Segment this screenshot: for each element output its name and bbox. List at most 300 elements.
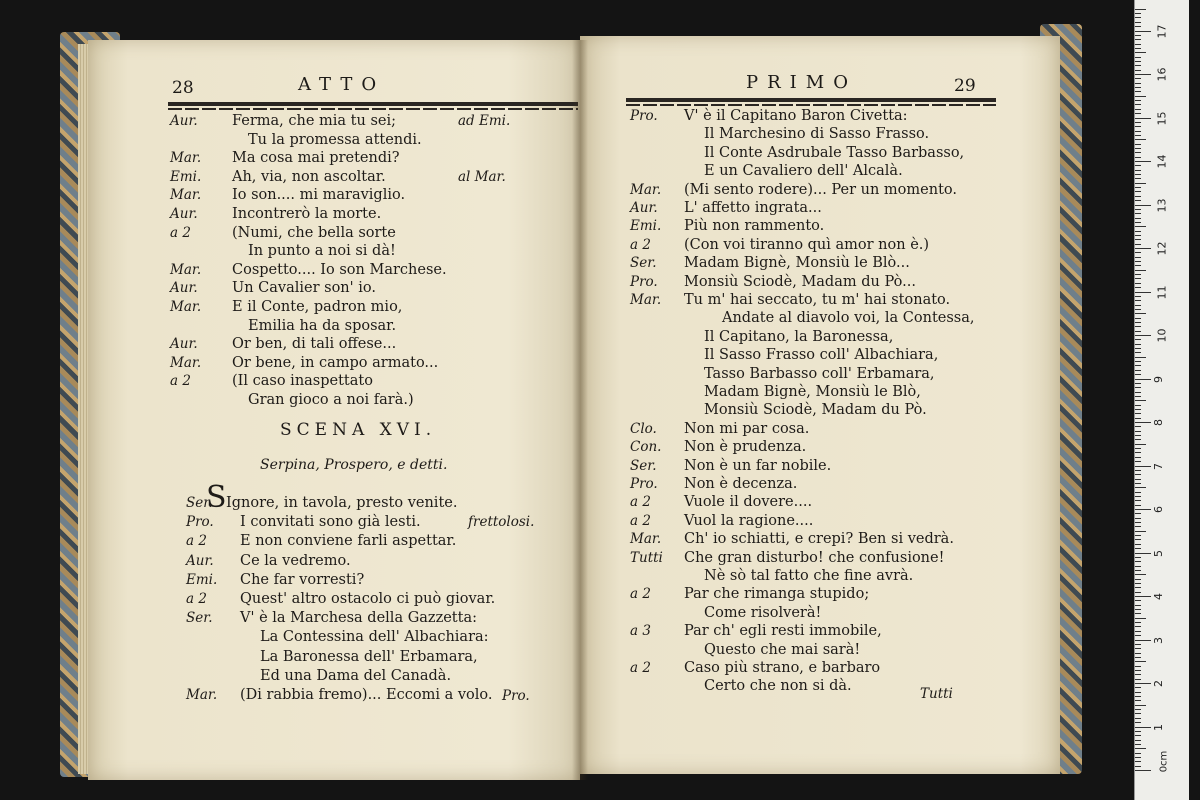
verse-line: E un Cavaliero dell' Alcalà. xyxy=(704,163,903,180)
speaker-label: Tutti xyxy=(630,549,663,566)
ruler-tick xyxy=(1135,544,1141,545)
ruler-tick xyxy=(1135,470,1141,471)
ruler-tick xyxy=(1135,104,1141,105)
ruler-number: 11 xyxy=(1155,285,1169,299)
verse-line: Incontrerò la morte. xyxy=(232,206,382,222)
ruler-tick xyxy=(1135,566,1141,567)
ruler-tick xyxy=(1135,31,1151,32)
ruler-tick xyxy=(1135,278,1141,279)
ruler-unit: 0cm xyxy=(1158,750,1170,773)
ruler-tick xyxy=(1135,479,1141,480)
ruler-tick xyxy=(1135,113,1141,114)
ruler-tick xyxy=(1135,692,1141,693)
speaker-label: Mar. xyxy=(170,150,202,167)
ruler-tick xyxy=(1135,583,1141,584)
verse-line: Nè sò tal fatto che fine avrà. xyxy=(704,568,914,584)
ruler-tick xyxy=(1135,740,1141,741)
verse-line: Il Marchesino di Sasso Frasso. xyxy=(704,126,930,143)
ruler-tick xyxy=(1135,409,1141,410)
verse-line: Io son.... mi maraviglio. xyxy=(232,187,406,204)
ruler-tick xyxy=(1135,244,1141,245)
stage-direction: frettolosi. xyxy=(468,514,535,531)
verse-line: Il Conte Asdrubale Tasso Barbasso, xyxy=(704,144,965,161)
drop-cap: S xyxy=(206,480,227,515)
verse-line: Questo che mai sarà! xyxy=(704,641,861,658)
verse-line: Quest' altro ostacolo ci può giovar. xyxy=(240,591,496,607)
ruler-tick xyxy=(1135,344,1141,345)
ruler-tick xyxy=(1135,152,1141,153)
ruler-tick xyxy=(1135,187,1141,188)
ruler-tick xyxy=(1135,287,1141,288)
verse-line: Il Sasso Frasso coll' Albachiara, xyxy=(704,347,939,364)
scene-characters: Serpina, Prospero, e detti. xyxy=(260,457,448,473)
verse-line: Che gran disturbo! che confusione! xyxy=(684,549,945,566)
ruler-tick xyxy=(1135,400,1146,401)
speaker-label: Mar. xyxy=(630,531,662,548)
ruler-tick xyxy=(1135,531,1146,532)
book-gutter xyxy=(572,40,588,780)
ruler-number: 13 xyxy=(1155,198,1169,212)
ruler-tick xyxy=(1135,553,1151,554)
verse-line: Tu m' hai seccato, tu m' hai stonato. xyxy=(684,292,951,308)
ruler-tick xyxy=(1135,444,1146,445)
ruler-tick xyxy=(1135,496,1141,497)
ruler-tick xyxy=(1135,218,1141,219)
ruler-tick xyxy=(1135,348,1141,349)
verse-line: Come risolverà! xyxy=(704,604,822,621)
ruler-tick xyxy=(1135,396,1141,397)
ruler-tick xyxy=(1135,474,1141,475)
ruler-tick xyxy=(1135,52,1146,53)
ruler-tick xyxy=(1135,426,1141,427)
ruler-tick xyxy=(1135,339,1141,340)
ruler-tick xyxy=(1135,696,1141,697)
ruler-tick xyxy=(1135,535,1141,536)
ruler-tick xyxy=(1135,157,1141,158)
ruler-number: 9 xyxy=(1152,375,1165,383)
verse-line: Ed una Dama del Canadà. xyxy=(260,667,452,684)
speaker-label: Pro. xyxy=(630,476,658,492)
ruler-tick xyxy=(1135,500,1141,501)
verse-line: (Numi, che bella sorte xyxy=(232,224,396,241)
speaker-label: a 2 xyxy=(630,660,651,676)
ruler-tick xyxy=(1135,387,1141,388)
speaker-label: a 2 xyxy=(186,533,207,550)
ruler-tick xyxy=(1135,539,1141,540)
ruler-tick xyxy=(1135,753,1141,754)
ruler-tick xyxy=(1135,548,1141,549)
ruler-number: 4 xyxy=(1152,593,1165,600)
ruler-tick xyxy=(1135,270,1146,271)
speaker-label: Ser. xyxy=(186,610,213,627)
verse-line: Or bene, in campo armato... xyxy=(232,354,439,371)
speaker-label: Pro. xyxy=(630,108,658,124)
ruler-tick xyxy=(1135,83,1141,84)
verse-line: Vuol la ragione.... xyxy=(684,512,814,529)
ruler-tick xyxy=(1135,718,1141,719)
ruler-tick xyxy=(1135,283,1141,284)
ruler-tick xyxy=(1135,687,1141,688)
ruler-tick xyxy=(1135,196,1141,197)
ruler-tick xyxy=(1135,139,1146,140)
measurement-ruler xyxy=(1134,0,1189,800)
catchword: Pro. xyxy=(502,688,530,704)
ruler-tick xyxy=(1135,666,1141,667)
ruler-tick xyxy=(1135,300,1141,301)
ruler-tick xyxy=(1135,326,1141,327)
verse-line: Gran gioco a noi farà.) xyxy=(248,392,414,408)
ruler-tick xyxy=(1135,570,1141,571)
verse-line: Ignore, in tavola, presto venite. xyxy=(226,495,458,511)
right-page xyxy=(580,36,1060,774)
verse-line: I convitati sono già lesti. xyxy=(240,514,421,531)
ruler-tick xyxy=(1135,357,1146,358)
page-number: 28 xyxy=(172,78,194,98)
verse-line: Andate al diavolo voi, la Contessa, xyxy=(722,310,975,327)
ruler-tick xyxy=(1135,631,1141,632)
ruler-number: 3 xyxy=(1152,636,1165,644)
ruler-tick xyxy=(1135,65,1141,66)
ruler-tick xyxy=(1135,522,1141,523)
ruler-tick xyxy=(1135,70,1141,71)
ruler-tick xyxy=(1135,761,1141,762)
running-header: ATTO xyxy=(298,74,386,95)
ruler-tick xyxy=(1135,183,1146,184)
ruler-tick xyxy=(1135,674,1141,675)
ruler-tick xyxy=(1135,657,1141,658)
speaker-label: Ser. xyxy=(186,495,213,511)
verse-line: Ce la vedremo. xyxy=(240,552,351,569)
speaker-label: a 2 xyxy=(630,236,651,253)
ruler-tick xyxy=(1135,126,1141,127)
stage-direction: ad Emi. xyxy=(458,113,511,129)
ruler-tick xyxy=(1135,452,1141,453)
ruler-tick xyxy=(1135,448,1141,449)
verse-line: E non conviene farli aspettar. xyxy=(240,533,457,550)
ruler-tick xyxy=(1135,713,1141,714)
ruler-tick xyxy=(1135,461,1141,462)
ruler-tick xyxy=(1135,609,1141,610)
ruler-tick xyxy=(1135,161,1151,162)
speaker-label: Ser. xyxy=(630,457,657,474)
speaker-label: Aur. xyxy=(170,336,198,353)
ruler-tick xyxy=(1135,257,1141,258)
ruler-tick xyxy=(1135,705,1146,706)
ruler-tick xyxy=(1135,374,1141,375)
ruler-tick xyxy=(1135,109,1141,110)
verse-line: Tu la promessa attendi. xyxy=(248,131,422,148)
catchword: Tutti xyxy=(920,686,953,702)
speaker-label: Aur. xyxy=(186,552,214,569)
ruler-tick xyxy=(1135,439,1141,440)
speaker-label: Con. xyxy=(630,439,662,456)
ruler-tick xyxy=(1135,165,1141,166)
verse-line: (Di rabbia fremo)... Eccomi a volo. xyxy=(240,687,493,703)
verse-line: Par che rimanga stupido; xyxy=(684,586,870,603)
header-rule xyxy=(626,98,996,102)
ruler-tick xyxy=(1135,626,1141,627)
header-rule xyxy=(168,102,578,106)
ruler-tick xyxy=(1135,200,1141,201)
ruler-tick xyxy=(1135,100,1141,101)
speaker-label: a 2 xyxy=(170,224,191,241)
page-number: 29 xyxy=(954,76,976,96)
ruler-tick xyxy=(1135,13,1141,14)
running-header: PRIMO xyxy=(746,72,857,93)
ruler-tick xyxy=(1135,640,1151,641)
ruler-tick xyxy=(1135,613,1141,614)
ruler-tick xyxy=(1135,191,1141,192)
verse-line: Cospetto.... Io son Marchese. xyxy=(232,261,447,278)
ruler-tick xyxy=(1135,526,1141,527)
ruler-tick xyxy=(1135,661,1146,662)
ruler-number: 6 xyxy=(1152,506,1165,513)
verse-line: E il Conte, padron mio, xyxy=(232,299,403,315)
verse-line: In punto a noi si dà! xyxy=(248,243,396,260)
verse-line: Non è prudenza. xyxy=(684,439,807,456)
ruler-tick xyxy=(1135,48,1141,49)
ruler-tick xyxy=(1135,209,1141,210)
ruler-number: 12 xyxy=(1155,241,1169,256)
ruler-tick xyxy=(1135,561,1141,562)
ruler-tick xyxy=(1135,148,1141,149)
ruler-tick xyxy=(1135,457,1141,458)
ruler-tick xyxy=(1135,91,1141,92)
verse-line: Certo che non si dà. xyxy=(704,678,852,695)
verse-line: Ch' io schiatti, e crepi? Ben si vedrà. xyxy=(684,531,954,548)
ruler-tick xyxy=(1135,235,1141,236)
ruler-tick xyxy=(1135,483,1141,484)
ruler-tick xyxy=(1135,305,1141,306)
ruler-tick xyxy=(1135,379,1151,380)
ruler-tick xyxy=(1135,648,1141,649)
ruler-number: 8 xyxy=(1152,419,1165,426)
verse-line: Ferma, che mia tu sei; xyxy=(232,113,397,129)
verse-line: Madam Bignè, Monsiù le Blò... xyxy=(684,255,910,272)
ruler-tick xyxy=(1135,709,1141,710)
speaker-label: Emi. xyxy=(186,571,218,588)
ruler-tick xyxy=(1135,466,1151,467)
ruler-tick xyxy=(1135,9,1146,10)
verse-line: Che far vorresti? xyxy=(240,571,365,588)
ruler-tick xyxy=(1135,331,1141,332)
verse-line: L' affetto ingrata... xyxy=(684,200,822,216)
ruler-number: 5 xyxy=(1152,549,1165,557)
stage-direction: al Mar. xyxy=(458,168,506,185)
verse-line: La Contessina dell' Albachiara: xyxy=(260,629,489,646)
ruler-tick xyxy=(1135,731,1141,732)
speaker-label: Ser. xyxy=(630,255,657,272)
ruler-tick xyxy=(1135,96,1146,97)
ruler-tick xyxy=(1135,766,1141,767)
ruler-tick xyxy=(1135,335,1151,336)
verse-line: Monsiù Sciodè, Madam du Pò... xyxy=(684,273,916,290)
speaker-label: Aur. xyxy=(630,200,658,216)
ruler-tick xyxy=(1135,596,1151,597)
verse-line: Più non rammento. xyxy=(684,218,825,235)
ruler-tick xyxy=(1135,131,1141,132)
ruler-tick xyxy=(1135,39,1141,40)
ruler-tick xyxy=(1135,248,1151,249)
ruler-tick xyxy=(1135,222,1141,223)
speaker-label: Mar. xyxy=(630,292,662,308)
verse-line: Monsiù Sciodè, Madam du Pò. xyxy=(704,402,927,419)
verse-line: (Con voi tiranno quì amor non è.) xyxy=(684,236,930,253)
ruler-tick xyxy=(1135,600,1141,601)
ruler-tick xyxy=(1135,770,1151,771)
ruler-tick xyxy=(1135,605,1141,606)
speaker-label: Emi. xyxy=(170,168,202,185)
speaker-label: a 3 xyxy=(630,623,651,640)
verse-line: (Mi sento rodere)... Per un momento. xyxy=(684,181,957,198)
speaker-label: Mar. xyxy=(170,299,202,315)
speaker-label: a 2 xyxy=(630,586,651,603)
ruler-tick xyxy=(1135,618,1146,619)
ruler-tick xyxy=(1135,509,1151,510)
ruler-tick xyxy=(1135,252,1141,253)
ruler-tick xyxy=(1135,205,1151,206)
speaker-label: Pro. xyxy=(630,273,658,290)
ruler-tick xyxy=(1135,144,1141,145)
ruler-tick xyxy=(1135,365,1141,366)
ruler-tick xyxy=(1135,135,1141,136)
speaker-label: Pro. xyxy=(186,514,214,531)
ruler-tick xyxy=(1135,274,1141,275)
ruler-tick xyxy=(1135,735,1141,736)
ruler-tick xyxy=(1135,296,1141,297)
ruler-tick xyxy=(1135,405,1141,406)
speaker-label: Aur. xyxy=(170,280,198,297)
ruler-number: 14 xyxy=(1155,154,1169,169)
speaker-label: Mar. xyxy=(630,181,662,198)
ruler-tick xyxy=(1135,574,1146,575)
ruler-tick xyxy=(1135,392,1141,393)
verse-line: Madam Bignè, Monsiù le Blò, xyxy=(704,384,921,400)
ruler-tick xyxy=(1135,644,1141,645)
ruler-tick xyxy=(1135,418,1141,419)
left-page xyxy=(88,40,580,780)
verse-line: Emilia ha da sposar. xyxy=(248,317,397,334)
verse-line: La Baronessa dell' Erbamara, xyxy=(260,648,478,665)
verse-line: Caso più strano, e barbaro xyxy=(684,660,881,676)
ruler-tick xyxy=(1135,579,1141,580)
verse-line: Il Capitano, la Baronessa, xyxy=(704,328,894,345)
verse-line: Par ch' egli resti immobile, xyxy=(684,623,882,640)
speaker-label: Aur. xyxy=(170,206,198,222)
ruler-tick xyxy=(1135,322,1141,323)
ruler-number: 16 xyxy=(1155,67,1169,82)
verse-line: Tasso Barbasso coll' Erbamara, xyxy=(704,365,935,382)
ruler-tick xyxy=(1135,170,1141,171)
ruler-tick xyxy=(1135,557,1141,558)
ruler-tick xyxy=(1135,587,1141,588)
ruler-tick xyxy=(1135,22,1141,23)
verse-line: Vuole il dovere.... xyxy=(684,494,813,511)
ruler-number: 10 xyxy=(1155,328,1169,343)
ruler-tick xyxy=(1135,361,1141,362)
speaker-label: a 2 xyxy=(630,512,651,529)
speaker-label: a 2 xyxy=(186,591,207,607)
ruler-tick xyxy=(1135,670,1141,671)
ruler-tick xyxy=(1135,435,1141,436)
ruler-tick xyxy=(1135,487,1146,488)
ruler-tick xyxy=(1135,622,1141,623)
ruler-tick xyxy=(1135,213,1141,214)
speaker-label: Mar. xyxy=(186,687,218,703)
speaker-label: a 2 xyxy=(630,494,651,511)
ruler-tick xyxy=(1135,226,1146,227)
ruler-tick xyxy=(1135,261,1141,262)
ruler-tick xyxy=(1135,78,1141,79)
ruler-tick xyxy=(1135,422,1151,423)
ruler-tick xyxy=(1135,17,1141,18)
ruler-tick xyxy=(1135,370,1141,371)
ruler-tick xyxy=(1135,313,1146,314)
ruler-tick xyxy=(1135,492,1141,493)
ruler-tick xyxy=(1135,118,1151,119)
ruler-number: 1 xyxy=(1152,723,1165,731)
ruler-tick xyxy=(1135,174,1141,175)
verse-line: Or ben, di tali offese... xyxy=(232,336,397,353)
ruler-tick xyxy=(1135,292,1151,293)
ruler-tick xyxy=(1135,653,1141,654)
ruler-tick xyxy=(1135,265,1141,266)
ruler-number: 15 xyxy=(1155,111,1169,125)
ruler-tick xyxy=(1135,178,1141,179)
verse-line: Non è un far nobile. xyxy=(684,457,832,474)
verse-line: V' è la Marchesa della Gazzetta: xyxy=(240,610,477,627)
ruler-tick xyxy=(1135,505,1141,506)
speaker-label: Mar. xyxy=(170,261,202,278)
ruler-number: 7 xyxy=(1152,462,1165,470)
ruler-tick xyxy=(1135,513,1141,514)
speaker-label: Mar. xyxy=(170,187,202,204)
ruler-tick xyxy=(1135,35,1141,36)
ruler-tick xyxy=(1135,700,1141,701)
ruler-tick xyxy=(1135,318,1141,319)
ruler-tick xyxy=(1135,87,1141,88)
ruler-tick xyxy=(1135,592,1141,593)
verse-line: Non è decenza. xyxy=(684,476,798,492)
ruler-tick xyxy=(1135,352,1141,353)
ruler-tick xyxy=(1135,122,1141,123)
ruler-tick xyxy=(1135,413,1141,414)
speaker-label: Clo. xyxy=(630,420,657,437)
ruler-tick xyxy=(1135,231,1141,232)
verse-line: Un Cavalier son' io. xyxy=(232,280,376,297)
ruler-tick xyxy=(1135,748,1146,749)
ruler-tick xyxy=(1135,635,1141,636)
verse-line: V' è il Capitano Baron Civetta: xyxy=(684,108,908,124)
ruler-tick xyxy=(1135,44,1141,45)
ruler-tick xyxy=(1135,727,1151,728)
verse-line: Ah, via, non ascoltar. xyxy=(232,168,386,185)
ruler-tick xyxy=(1135,683,1151,684)
verse-line: Ma cosa mai pretendi? xyxy=(232,150,400,167)
speaker-label: Mar. xyxy=(170,354,202,371)
verse-line: Non mi par cosa. xyxy=(684,420,810,437)
speaker-label: Emi. xyxy=(630,218,662,235)
ruler-tick xyxy=(1135,26,1141,27)
ruler-tick xyxy=(1135,431,1141,432)
ruler-tick xyxy=(1135,518,1141,519)
ruler-tick xyxy=(1135,57,1141,58)
ruler-tick xyxy=(1135,309,1141,310)
ruler-tick xyxy=(1135,722,1141,723)
ruler-tick xyxy=(1135,757,1141,758)
ruler-tick xyxy=(1135,74,1151,75)
verse-line: (Il caso inaspettato xyxy=(232,373,373,390)
